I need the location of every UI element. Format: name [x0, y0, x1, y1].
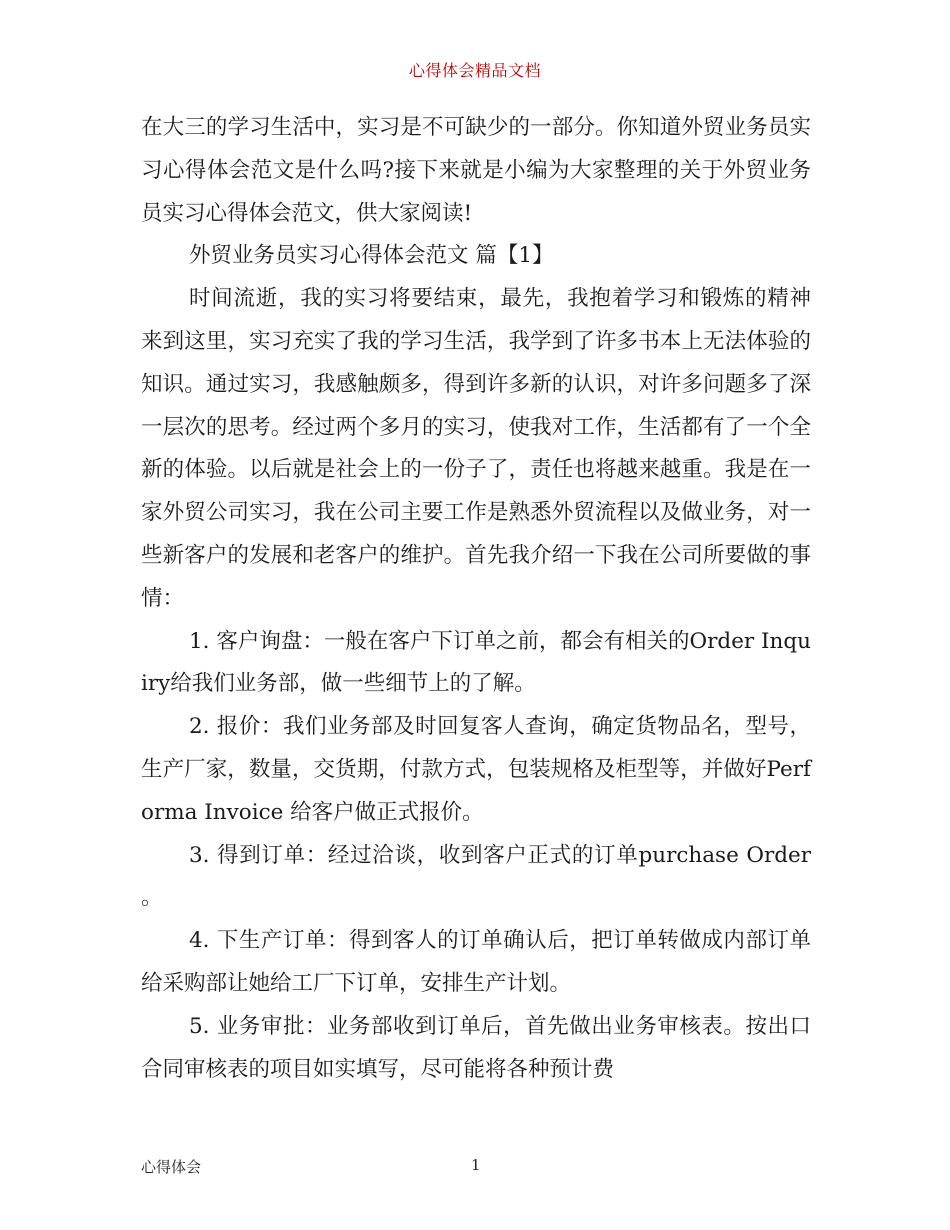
footer-label: 心得体会: [141, 1158, 202, 1176]
body-paragraph: 时间流逝，我的实习将要结束，最先，我抱着学习和锻炼的精神来到这里，实习充实了我的学习生活，我学到了许多书本上无法体验的知识。通过实习，我感触颇多，得到许多新的认识，对许多问题多了深一层次的思考。经过两个多月的实习，使我对工作，生活都有了一个全新的体验。以后就是社会上的一份子了，责任也将越来越重。我是在一家外贸公司实习，我在公司主要工作是熟悉外贸流程以及做业务，对一些新客户的发展和老客户的维护。首先我介绍一下我在公司所要做的事情：: [141, 286, 811, 611]
list-item-4: 4. 下生产订单：得到客人的订单确认后，把订单转做成内部订单给采购部让她给工厂下订单，安排生产计划。: [141, 928, 811, 996]
document-header-title: 心得体会精品文档: [408, 61, 541, 80]
section-heading: 外贸业务员实习心得体会范文 篇【1】: [189, 243, 554, 269]
intro-paragraph: 在大三的学习生活中，实习是不可缺少的一部分。你知道外贸业务员实习心得体会范文是什么吗?接下来就是小编为大家整理的关于外贸业务员实习心得体会范文，供大家阅读!: [141, 115, 811, 226]
list-item-3: 3. 得到订单：经过洽谈，收到客户正式的订单purchase Order。: [141, 842, 811, 911]
list-item-2: 2. 报价：我们业务部及时回复客人查询，确定货物品名，型号，生产厂家，数量，交货期，付款方式，包装规格及柜型等，并做好Performa Invoice 给客户做正式报价。: [141, 714, 811, 825]
page-number: 1: [471, 1156, 481, 1174]
list-item-5: 5. 业务审批：业务部收到订单后，首先做出业务审核表。按出口合同审核表的项目如实填写，尽可能将各种预计费: [141, 1013, 811, 1082]
list-item-1: 1. 客户询盘：一般在客户下订单之前，都会有相关的Order Inquiry给我们业务部，做一些细节上的了解。: [141, 628, 811, 697]
document-body: [141, 107, 811, 1091]
